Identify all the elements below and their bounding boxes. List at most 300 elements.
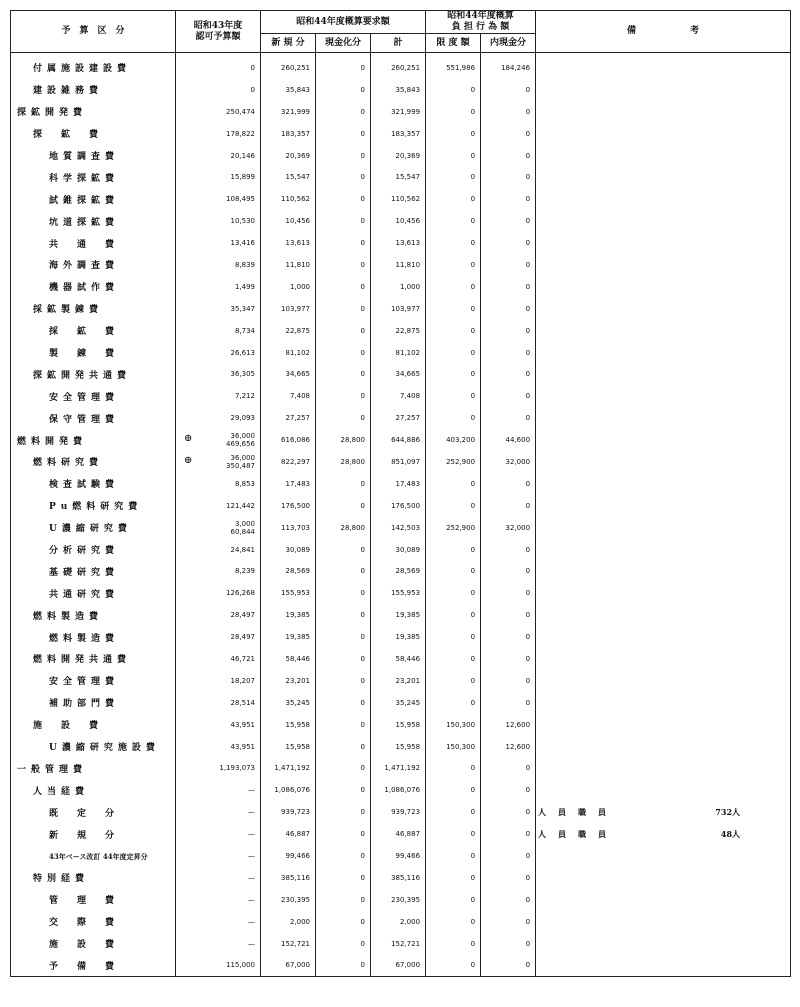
total-amount: 385,116: [371, 867, 426, 889]
cash-amount: 0: [316, 823, 371, 845]
limit-amount: 0: [426, 210, 481, 232]
header-total: 計: [371, 34, 426, 53]
fy43-amount-lower: 350,487: [226, 461, 255, 470]
new-amount: 23,201: [261, 670, 316, 692]
total-amount: 81,102: [371, 342, 426, 364]
limit-amount: 252,900: [426, 517, 481, 539]
cash-amount: 0: [316, 385, 371, 407]
remarks-cell: [536, 473, 791, 495]
table-row: [11, 363, 791, 385]
limit-amount: 0: [426, 692, 481, 714]
new-amount: 10,456: [261, 210, 316, 232]
cash-amount: 0: [316, 495, 371, 517]
limit-amount: 0: [426, 560, 481, 582]
row-label: 燃料製造費: [11, 626, 176, 648]
row-label: 探鉱開発費: [11, 101, 176, 123]
total-amount: 35,843: [371, 79, 426, 101]
limit-amount: 0: [426, 188, 481, 210]
fy43-amount: [176, 845, 261, 867]
fy43-amount-value: 8,839: [234, 260, 255, 269]
total-amount: 46,887: [371, 823, 426, 845]
cash-amount: 0: [316, 560, 371, 582]
total-amount: 15,958: [371, 736, 426, 758]
cash-in-amount: 0: [481, 276, 536, 298]
cash-in-amount: 0: [481, 539, 536, 561]
cash-amount: 0: [316, 298, 371, 320]
fy43-amount-value: —: [248, 895, 255, 904]
limit-amount: 0: [426, 495, 481, 517]
new-amount: 13,613: [261, 232, 316, 254]
table-row: [11, 385, 791, 407]
table-row: [11, 692, 791, 714]
total-amount: 644,886: [371, 429, 426, 451]
cash-amount: 0: [316, 582, 371, 604]
row-label: 科学探鉱費: [11, 166, 176, 188]
cash-in-amount: 0: [481, 758, 536, 780]
limit-amount: 0: [426, 758, 481, 780]
cash-amount: 28,800: [316, 517, 371, 539]
fy43-amount: [176, 473, 261, 495]
header-new: 新 規 分: [261, 34, 316, 53]
limit-amount: 551,986: [426, 53, 481, 79]
fy43-amount-upper: 36,000: [230, 432, 255, 441]
new-amount: 1,000: [261, 276, 316, 298]
fy43-amount-value: 26,613: [230, 348, 255, 357]
cash-in-amount: 0: [481, 823, 536, 845]
table-row: [11, 254, 791, 276]
total-amount: 13,613: [371, 232, 426, 254]
fy43-amount: [176, 101, 261, 123]
new-amount: 15,958: [261, 714, 316, 736]
limit-amount: 0: [426, 823, 481, 845]
circle-plus-mark: ⊕: [184, 433, 193, 445]
cash-amount: 0: [316, 145, 371, 167]
fy43-amount: [176, 123, 261, 145]
fy43-amount: [176, 604, 261, 626]
cash-amount: 0: [316, 254, 371, 276]
limit-amount: 0: [426, 298, 481, 320]
new-amount: 15,958: [261, 736, 316, 758]
fy43-amount: [176, 823, 261, 845]
table-row: [11, 232, 791, 254]
cash-in-amount: 184,246: [481, 53, 536, 79]
row-label: 安全管理費: [11, 670, 176, 692]
budget-rows: [11, 53, 791, 977]
total-amount: 23,201: [371, 670, 426, 692]
remarks-cell: [536, 714, 791, 736]
cash-in-amount: 0: [481, 188, 536, 210]
fy43-amount: [176, 298, 261, 320]
total-amount: 110,562: [371, 188, 426, 210]
cash-amount: 0: [316, 933, 371, 955]
total-amount: 17,483: [371, 473, 426, 495]
cash-amount: 0: [316, 779, 371, 801]
fy43-amount: [176, 320, 261, 342]
limit-amount: 0: [426, 670, 481, 692]
new-amount: 46,887: [261, 823, 316, 845]
fy43-amount: [176, 210, 261, 232]
limit-amount: 0: [426, 145, 481, 167]
remarks-cell: [536, 845, 791, 867]
limit-amount: 0: [426, 123, 481, 145]
cash-in-amount: 0: [481, 101, 536, 123]
total-amount: 35,245: [371, 692, 426, 714]
row-label: 燃料開発共通費: [11, 648, 176, 670]
table-row: [11, 670, 791, 692]
row-label: 製 錬 費: [11, 342, 176, 364]
row-label: 採 鉱 費: [11, 320, 176, 342]
remarks-cell: [536, 692, 791, 714]
remarks-cell: [536, 736, 791, 758]
new-amount: 113,703: [261, 517, 316, 539]
remarks-cell: [536, 342, 791, 364]
cash-amount: 0: [316, 473, 371, 495]
remarks-cell: [536, 758, 791, 780]
cash-in-amount: 0: [481, 560, 536, 582]
new-amount: 35,245: [261, 692, 316, 714]
cash-amount: 0: [316, 911, 371, 933]
new-amount: 19,385: [261, 604, 316, 626]
remarks-cell: [536, 123, 791, 145]
table-row: [11, 495, 791, 517]
table-row: [11, 758, 791, 780]
remarks-cell: [536, 101, 791, 123]
remarks-cell: [536, 495, 791, 517]
table-row: [11, 320, 791, 342]
table-row: [11, 101, 791, 123]
table-row: [11, 714, 791, 736]
remarks-cell: [536, 298, 791, 320]
new-amount: 155,953: [261, 582, 316, 604]
remarks-cell: [536, 53, 791, 79]
total-amount: 155,953: [371, 582, 426, 604]
remarks-count: 732人: [715, 806, 741, 817]
fy43-amount: [176, 889, 261, 911]
fy43-amount-value: —: [248, 808, 255, 817]
fy43-amount: [176, 429, 261, 451]
cash-amount: 0: [316, 166, 371, 188]
cash-amount: 0: [316, 363, 371, 385]
table-row: [11, 626, 791, 648]
table-row: [11, 582, 791, 604]
row-label: 探 鉱 費: [11, 123, 176, 145]
row-label: 試錐探鉱費: [11, 188, 176, 210]
total-amount: 58,446: [371, 648, 426, 670]
total-amount: 27,257: [371, 407, 426, 429]
total-amount: 260,251: [371, 53, 426, 79]
limit-amount: 0: [426, 889, 481, 911]
table-row: [11, 342, 791, 364]
fy43-amount-value: —: [248, 873, 255, 882]
fy43-amount-value: —: [248, 830, 255, 839]
row-label: 施 設 費: [11, 933, 176, 955]
new-amount: 260,251: [261, 53, 316, 79]
new-amount: 385,116: [261, 867, 316, 889]
fy43-amount: [176, 758, 261, 780]
limit-amount: 0: [426, 955, 481, 977]
limit-amount: 0: [426, 604, 481, 626]
table-row: [11, 276, 791, 298]
total-amount: 10,456: [371, 210, 426, 232]
row-label: 坑道探鉱費: [11, 210, 176, 232]
remarks-cell: [536, 889, 791, 911]
fy43-amount: [176, 232, 261, 254]
total-amount: 176,500: [371, 495, 426, 517]
fy43-amount: [176, 670, 261, 692]
table-row: [11, 955, 791, 977]
row-label: 共通研究費: [11, 582, 176, 604]
fy43-amount-value: —: [248, 786, 255, 795]
cash-amount: 0: [316, 801, 371, 823]
cash-amount: 0: [316, 889, 371, 911]
fy43-amount: [176, 779, 261, 801]
row-label: Pu燃料研究費: [11, 495, 176, 517]
total-amount: 7,408: [371, 385, 426, 407]
cash-amount: 0: [316, 79, 371, 101]
fy43-amount-value: 7,212: [234, 392, 255, 401]
new-amount: 58,446: [261, 648, 316, 670]
row-label: 共 通 費: [11, 232, 176, 254]
table-row: [11, 560, 791, 582]
cash-amount: 0: [316, 123, 371, 145]
fy43-amount: [176, 342, 261, 364]
cash-amount: 0: [316, 407, 371, 429]
total-amount: 28,569: [371, 560, 426, 582]
table-row: [11, 407, 791, 429]
remarks-cell: [536, 363, 791, 385]
remarks-cell: [536, 801, 791, 823]
fy43-amount-value: 115,000: [226, 961, 255, 970]
cash-amount: 0: [316, 232, 371, 254]
cash-amount: 0: [316, 648, 371, 670]
new-amount: 2,000: [261, 911, 316, 933]
limit-amount: 0: [426, 648, 481, 670]
new-amount: 183,357: [261, 123, 316, 145]
fy43-amount-value: 28,497: [230, 633, 255, 642]
fy43-amount-value: 0: [250, 63, 255, 72]
limit-amount: 0: [426, 276, 481, 298]
table-row: [11, 933, 791, 955]
table-row: [11, 53, 791, 79]
remarks-cell: [536, 188, 791, 210]
cash-amount: 0: [316, 955, 371, 977]
row-label: 燃料製造費: [11, 604, 176, 626]
cash-amount: 0: [316, 736, 371, 758]
new-amount: 20,369: [261, 145, 316, 167]
header-fy43: 昭和43年度 認可予算額: [176, 11, 261, 53]
cash-in-amount: 0: [481, 145, 536, 167]
fy43-amount-stack: [176, 520, 260, 536]
row-label: 補助部門費: [11, 692, 176, 714]
table-row: [11, 867, 791, 889]
fy43-amount: [176, 692, 261, 714]
cash-amount: 0: [316, 758, 371, 780]
fy43-amount: [176, 801, 261, 823]
table-row: [11, 779, 791, 801]
remarks-cell: [536, 626, 791, 648]
total-amount: 1,000: [371, 276, 426, 298]
header-limit: 限 度 額: [426, 34, 481, 53]
new-amount: 939,723: [261, 801, 316, 823]
cash-in-amount: 0: [481, 166, 536, 188]
new-amount: 110,562: [261, 188, 316, 210]
table-row: [11, 736, 791, 758]
fy43-amount-value: 15,899: [230, 173, 255, 182]
limit-amount: 0: [426, 779, 481, 801]
fy43-amount: [176, 582, 261, 604]
fy43-amount-value: 35,347: [230, 304, 255, 313]
cash-in-amount: 0: [481, 955, 536, 977]
cash-in-amount: 0: [481, 407, 536, 429]
new-amount: 152,721: [261, 933, 316, 955]
total-amount: 15,547: [371, 166, 426, 188]
row-label: 予 備 費: [11, 955, 176, 977]
row-label: 付属施設建設費: [11, 53, 176, 79]
cash-amount: 0: [316, 342, 371, 364]
limit-amount: 0: [426, 166, 481, 188]
fy43-amount: [176, 495, 261, 517]
fy43-amount-value: 0: [250, 85, 255, 94]
table-row: [11, 79, 791, 101]
total-amount: 99,466: [371, 845, 426, 867]
cash-in-amount: 0: [481, 254, 536, 276]
remarks-cell: [536, 779, 791, 801]
cash-amount: 0: [316, 188, 371, 210]
fy43-amount-value: 36,305: [230, 370, 255, 379]
cash-amount: 0: [316, 101, 371, 123]
header-category: 予 算 区 分: [11, 11, 176, 53]
limit-amount: 0: [426, 626, 481, 648]
remarks-cell: [536, 517, 791, 539]
cash-amount: 0: [316, 670, 371, 692]
fy43-amount-value: 121,442: [226, 501, 255, 510]
header-fy44-request: 昭和44年度概算要求額: [261, 11, 426, 34]
fy43-amount-lower: 469,656: [226, 440, 255, 449]
fy43-amount: [176, 560, 261, 582]
cash-amount: 0: [316, 539, 371, 561]
row-label: 燃料研究費: [11, 451, 176, 473]
new-amount: 99,466: [261, 845, 316, 867]
remarks-cell: [536, 451, 791, 473]
remarks-cell: [536, 911, 791, 933]
cash-in-amount: 0: [481, 779, 536, 801]
table-row: [11, 889, 791, 911]
fy43-amount: [176, 166, 261, 188]
row-label: 新 規 分: [11, 823, 176, 845]
limit-amount: 0: [426, 539, 481, 561]
table-row: [11, 188, 791, 210]
new-amount: 27,257: [261, 407, 316, 429]
row-label: 管 理 費: [11, 889, 176, 911]
fy43-amount-value: 1,193,073: [219, 764, 255, 773]
table-row: [11, 845, 791, 867]
limit-amount: 150,300: [426, 736, 481, 758]
cash-in-amount: 0: [481, 867, 536, 889]
fy43-amount-value: 250,474: [226, 107, 255, 116]
remarks-cell: [536, 582, 791, 604]
cash-amount: 0: [316, 845, 371, 867]
fy43-amount: [176, 363, 261, 385]
remarks-cell: [536, 166, 791, 188]
limit-amount: 0: [426, 342, 481, 364]
cash-in-amount: 0: [481, 298, 536, 320]
new-amount: 15,547: [261, 166, 316, 188]
remarks-count: 48人: [720, 828, 741, 839]
total-amount: 11,810: [371, 254, 426, 276]
remarks-cell: [536, 254, 791, 276]
total-amount: 321,999: [371, 101, 426, 123]
table-row: [11, 145, 791, 167]
row-label: 探鉱開発共通費: [11, 363, 176, 385]
total-amount: 152,721: [371, 933, 426, 955]
cash-amount: 0: [316, 692, 371, 714]
fy43-amount: [176, 911, 261, 933]
new-amount: 1,086,076: [261, 779, 316, 801]
fy43-amount: [176, 53, 261, 79]
table-row: [11, 801, 791, 823]
remarks-cell: [536, 385, 791, 407]
cash-in-amount: 32,000: [481, 517, 536, 539]
cash-amount: 0: [316, 626, 371, 648]
limit-amount: 0: [426, 473, 481, 495]
cash-in-amount: 0: [481, 801, 536, 823]
fy43-amount-value: 28,514: [230, 698, 255, 707]
fy43-amount: [176, 714, 261, 736]
new-amount: 321,999: [261, 101, 316, 123]
row-label: 採鉱製錬費: [11, 298, 176, 320]
cash-in-amount: 12,600: [481, 736, 536, 758]
fy43-amount-value: 46,721: [230, 654, 255, 663]
new-amount: 30,089: [261, 539, 316, 561]
fy43-amount: [176, 867, 261, 889]
row-label: U濃縮研究費: [11, 517, 176, 539]
table-row: [11, 911, 791, 933]
remarks-cell: [536, 648, 791, 670]
budget-table-sheet: [10, 10, 790, 997]
total-amount: 1,086,076: [371, 779, 426, 801]
remarks-cell: [536, 210, 791, 232]
table-row: [11, 648, 791, 670]
table-row: [11, 517, 791, 539]
fy43-amount: [176, 254, 261, 276]
table-row: [11, 539, 791, 561]
fy43-amount-value: 8,239: [234, 567, 255, 576]
remarks-cell: [536, 276, 791, 298]
total-amount: 103,977: [371, 298, 426, 320]
table-row: [11, 451, 791, 473]
limit-amount: 0: [426, 911, 481, 933]
table-row: [11, 210, 791, 232]
fy43-amount-value: 28,497: [230, 611, 255, 620]
fy43-amount-value: 8,853: [234, 479, 255, 488]
fy43-amount: [176, 648, 261, 670]
new-amount: 81,102: [261, 342, 316, 364]
new-amount: 103,977: [261, 298, 316, 320]
fy43-amount-value: —: [248, 917, 255, 926]
fy43-amount-lower: 60,844: [230, 527, 255, 536]
limit-amount: 0: [426, 363, 481, 385]
cash-in-amount: 0: [481, 495, 536, 517]
fy43-amount-value: 43,951: [230, 720, 255, 729]
fy43-amount: [176, 79, 261, 101]
header-fy44-burden: 昭和44年度概算 負 担 行 為 額: [426, 11, 536, 34]
total-amount: 15,958: [371, 714, 426, 736]
fy43-amount-value: 178,822: [226, 129, 255, 138]
cash-in-amount: 0: [481, 385, 536, 407]
limit-amount: 0: [426, 801, 481, 823]
fy43-amount: [176, 451, 261, 473]
fy43-amount: [176, 385, 261, 407]
